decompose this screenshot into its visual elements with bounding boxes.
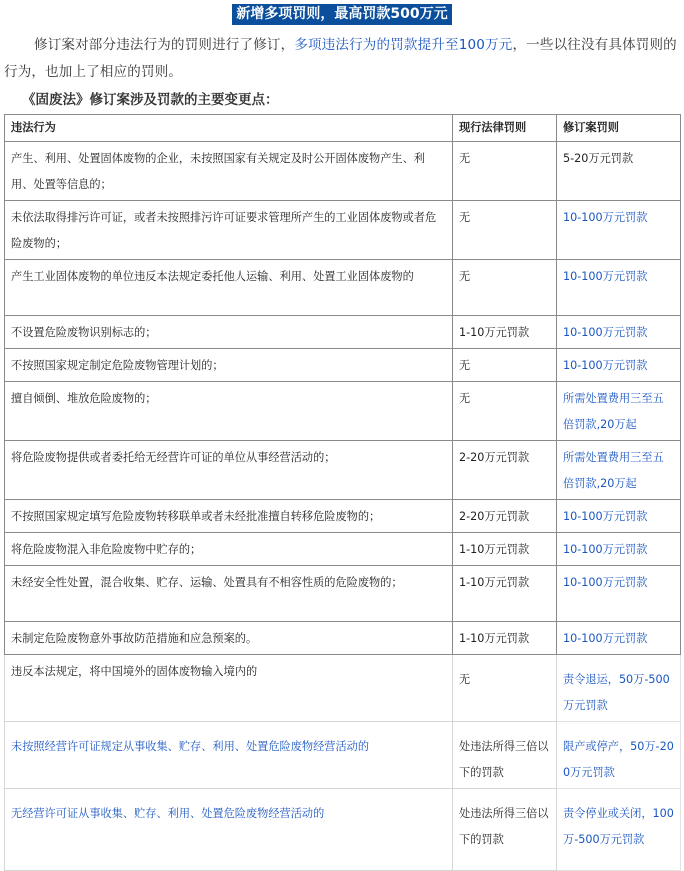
revised-penalty-cell: 10-100万元罚款	[557, 260, 681, 316]
revised-penalty-cell: 10-100万元罚款	[557, 316, 681, 349]
revised-penalty-cell: 责令停业或关闭，100万-500万元罚款	[557, 789, 681, 871]
table-row	[5, 533, 681, 566]
header-current-penalty: 现行法律罚则	[453, 115, 557, 142]
violation-cell: 不设置危险废物识别标志的；	[5, 316, 453, 349]
current-penalty-cell: 处违法所得三倍以下的罚款	[453, 789, 557, 871]
current-penalty-cell: 1-10万元罚款	[453, 566, 557, 622]
violation-cell: 擅自倾倒、堆放危险废物的；	[5, 382, 453, 441]
violation-cell: 不按照国家规定填写危险废物转移联单或者未经批准擅自转移危险废物的；	[5, 500, 453, 533]
intro-paragraph	[4, 32, 680, 86]
header-revised-penalty: 修订案罚则	[557, 115, 681, 142]
table-row	[5, 142, 681, 201]
revised-penalty-cell: 限产或停产，50万-200万元罚款	[557, 722, 681, 789]
violation-cell: 产生工业固体废物的单位违反本法规定委托他人运输、利用、处置工业固体废物的	[5, 260, 453, 316]
current-penalty-cell: 无	[453, 349, 557, 382]
violation-cell: 不按照国家规定制定危险废物管理计划的；	[5, 349, 453, 382]
violation-cell: 未按照经营许可证规定从事收集、贮存、利用、处置危险废物经营活动的	[5, 722, 453, 789]
table-row	[5, 622, 681, 655]
revised-penalty-cell: 所需处置费用三至五倍罚款,20万起	[557, 382, 681, 441]
revised-penalty-cell: 10-100万元罚款	[557, 500, 681, 533]
current-penalty-cell: 无	[453, 142, 557, 201]
table-row	[5, 349, 681, 382]
revised-penalty-cell: 10-100万元罚款	[557, 533, 681, 566]
table-row	[5, 500, 681, 533]
violation-cell: 未依法取得排污许可证，或者未按照排污许可证要求管理所产生的工业固体废物或者危险废物的；	[5, 201, 453, 260]
current-penalty-cell: 无	[453, 655, 557, 722]
revised-penalty-cell: 10-100万元罚款	[557, 566, 681, 622]
table-heading: 《固废法》修订案涉及罚款的主要变更点：	[22, 92, 279, 108]
intro-highlight: 多项违法行为的罚款提升至100万元	[294, 37, 513, 53]
table-row	[5, 566, 681, 622]
violation-cell: 未制定危险废物意外事故防范措施和应急预案的。	[5, 622, 453, 655]
revised-penalty-cell: 10-100万元罚款	[557, 349, 681, 382]
violation-cell: 无经营许可证从事收集、贮存、利用、处置危险废物经营活动的	[5, 789, 453, 871]
intro-text-after: ，一些以往没有具体罚则的行为，也加上了相应的罚则。	[4, 37, 677, 80]
table-row	[5, 382, 681, 441]
current-penalty-cell: 2-20万元罚款	[453, 441, 557, 500]
table-header-row	[5, 115, 681, 142]
violation-cell: 将危险废物混入非危险废物中贮存的；	[5, 533, 453, 566]
table-row	[5, 316, 681, 349]
revised-penalty-cell: 所需处置费用三至五倍罚款,20万起	[557, 441, 681, 500]
table-row	[5, 789, 681, 871]
table-row	[5, 441, 681, 500]
current-penalty-cell: 无	[453, 201, 557, 260]
table-row	[5, 722, 681, 789]
current-penalty-cell: 处违法所得三倍以下的罚款	[453, 722, 557, 789]
violation-cell: 违反本法规定，将中国境外的固体废物输入境内的	[5, 655, 453, 722]
headline	[0, 3, 684, 25]
violation-cell: 未经安全性处置，混合收集、贮存、运输、处置具有不相容性质的危险废物的；	[5, 566, 453, 622]
header-violation: 违法行为	[5, 115, 453, 142]
table-row	[5, 201, 681, 260]
revised-penalty-cell: 5-20万元罚款	[557, 142, 681, 201]
revised-penalty-cell: 10-100万元罚款	[557, 201, 681, 260]
violation-cell: 将危险废物提供或者委托给无经营许可证的单位从事经营活动的；	[5, 441, 453, 500]
headline-text: 新增多项罚则，最高罚款500万元	[232, 4, 451, 25]
current-penalty-cell: 1-10万元罚款	[453, 316, 557, 349]
current-penalty-cell: 1-10万元罚款	[453, 533, 557, 566]
penalty-table	[4, 114, 681, 871]
intro-text-before: 修订案对部分违法行为的罚则进行了修订，	[34, 37, 295, 53]
current-penalty-cell: 1-10万元罚款	[453, 622, 557, 655]
revised-penalty-cell: 10-100万元罚款	[557, 622, 681, 655]
current-penalty-cell: 无	[453, 382, 557, 441]
table-row	[5, 260, 681, 316]
table-row	[5, 655, 681, 722]
revised-penalty-cell: 责令退运，50万-500万元罚款	[557, 655, 681, 722]
current-penalty-cell: 无	[453, 260, 557, 316]
violation-cell: 产生、利用、处置固体废物的企业，未按照国家有关规定及时公开固体废物产生、利用、处置等信息的；	[5, 142, 453, 201]
current-penalty-cell: 2-20万元罚款	[453, 500, 557, 533]
